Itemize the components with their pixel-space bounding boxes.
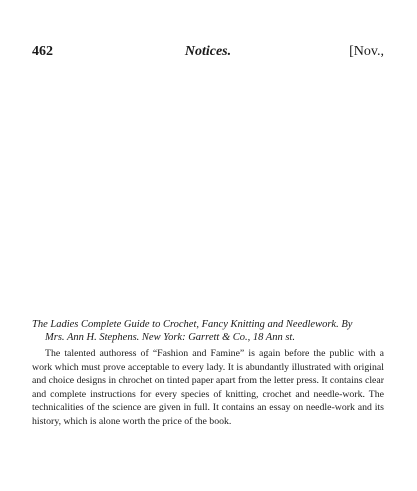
book-notice-title (32, 318, 384, 344)
book-notice (32, 318, 384, 429)
month-label: [Nov., (349, 44, 384, 59)
book-title-line: The Ladies Complete Guide to Crochet, Fancy Knitting and Needlework. By (32, 319, 353, 330)
running-header (32, 44, 384, 64)
book-author-publisher-line: Mrs. Ann H. Stephens. New York: Garrett & Co., 18 Ann st. (45, 332, 295, 343)
running-title: Notices. (184, 44, 232, 59)
page-number: 462 (32, 44, 53, 59)
book-notice-body: The talented authoress of “Fashion and Famine” is again before the public with a work which must prove acceptable to every lady. It is abundantly illustrated with original and choice designs in chrochet on tinted paper apart from the letter press. It contains clear and complete instructions for every species of knitting, crochet and needle-work. The technicalities of the science are given in full. It contains an essay on needle-work and its history, which is alone worth the price of the book. (32, 348, 385, 427)
